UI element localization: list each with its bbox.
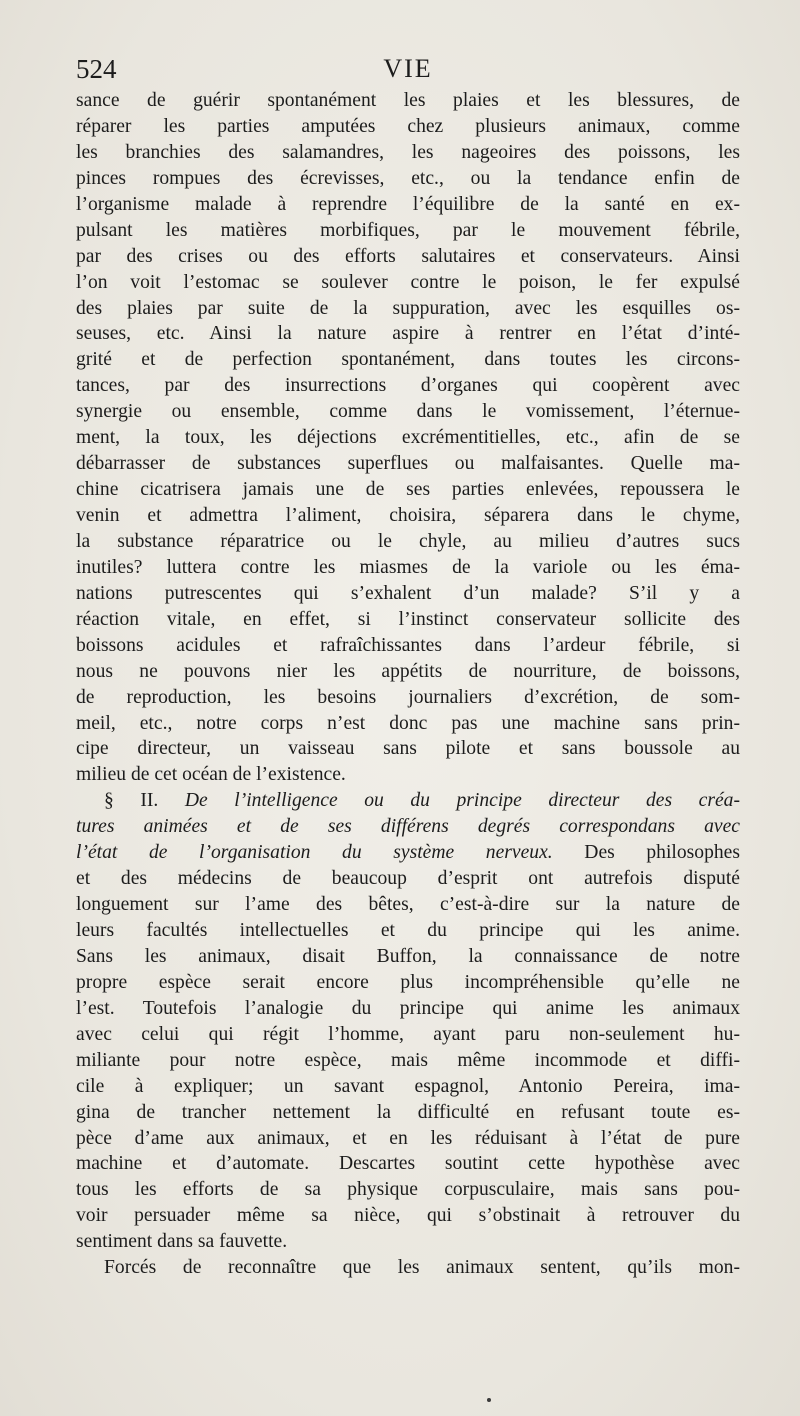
text-line: les branchies des salamandres, les nageoires des poissons, les <box>76 141 740 163</box>
text-line: synergie ou ensemble, comme dans le vomissement, l’éternue- <box>76 401 740 423</box>
paragraph-start: Des philosophes <box>584 842 740 864</box>
text-line: l’est. Toutefois l’analogie du principe qui anime les animaux <box>76 997 740 1019</box>
text-line: boissons acidules et rafraîchissantes dans l’ardeur fébrile, si <box>76 634 740 656</box>
text-line: sance de guérir spontanément les plaies et les blessures, de <box>76 90 740 111</box>
text-line: tances, par des insurrections d’organes qui coopèrent avec <box>76 375 740 397</box>
body-text <box>76 88 740 1281</box>
text-line: meil, etc., notre corps n’est donc pas une machine sans prin- <box>76 712 740 734</box>
text-line: gina de trancher nettement la difficulté en refusant toute es- <box>76 1101 740 1123</box>
text-line: voir persuader même sa nièce, qui s’obstinait à retrouver du <box>76 1205 740 1227</box>
text-line: pulsant les matières morbifiques, par le mouvement fébrile, <box>76 219 740 241</box>
text-line: réaction vitale, en effet, si l’instinct conservateur sollicite des <box>76 608 740 630</box>
ink-speck <box>487 1398 491 1402</box>
running-head: VIE <box>383 54 433 83</box>
text-line: tous les efforts de sa physique corpusculaire, mais sans pou- <box>76 1179 740 1201</box>
text-line: la substance réparatrice ou le chyle, au milieu d’autres sucs <box>76 530 740 552</box>
text-line: machine et d’automate. Descartes soutint cette hypothèse avec <box>76 1153 740 1175</box>
section-title-end: l’état de l’organisation du système nerveux. <box>76 842 553 864</box>
text-line: propre espèce serait encore plus incompréhensible qu’elle ne <box>76 971 740 993</box>
section-heading-line <box>76 788 740 814</box>
text-line: longuement sur l’ame des bêtes, c’est-à-dire sur la nature de <box>76 894 740 916</box>
text-line: cile à expliquer; un savant espagnol, Antonio Pereira, ima- <box>76 1075 740 1097</box>
text-line: nous ne pouvons nier les appétits de nourriture, de boissons, <box>76 660 740 682</box>
section-title-continued: tures animées et de ses différens degrés correspondans avec <box>76 816 740 838</box>
text-line: chine cicatrisera jamais une de ses parties enlevées, repoussera le <box>76 479 740 501</box>
text-line: venin et admettra l’aliment, choisira, séparera dans le chyme, <box>76 505 740 526</box>
text-line: cipe directeur, un vaisseau sans pilote et sans boussole au <box>76 738 740 760</box>
text-line: grité et de perfection spontanément, dans toutes les circons- <box>76 349 740 371</box>
text-line: seuses, etc. Ainsi la nature aspire à rentrer en l’état d’inté- <box>76 323 740 345</box>
text-line: débarrasser de substances superflues ou malfaisantes. Quelle ma- <box>76 453 740 475</box>
paragraph-end-line: sentiment dans sa fauvette. <box>76 1231 288 1253</box>
text-line: pinces rompues des écrevisses, etc., ou la tendance enfin de <box>76 167 740 189</box>
section-title: De l’intelligence ou du principe directeur des créa- <box>184 790 740 812</box>
paragraph-end-line: milieu de cet océan de l’existence. <box>76 764 346 786</box>
text-line: leurs facultés intellectuelles et du principe qui les anime. <box>76 920 740 941</box>
text-line: par des crises ou des efforts salutaires et conservateurs. Ainsi <box>76 245 740 267</box>
section-title-end-line <box>76 840 740 866</box>
text-line: pèce d’ame aux animaux, et en les réduisant à l’état de pure <box>76 1127 740 1149</box>
section-number: § II. <box>104 790 159 812</box>
text-line: des plaies par suite de la suppuration, avec les esquilles os- <box>76 297 740 319</box>
text-line: l’organisme malade à reprendre l’équilibre de la santé en ex- <box>76 193 740 215</box>
catchword-line: Forcés de reconnaître que les animaux sentent, qu’ils mon- <box>104 1257 740 1279</box>
text-line: Sans les animaux, disait Buffon, la connaissance de notre <box>76 945 740 967</box>
text-line: nations putrescentes qui s’exhalent d’un malade? S’il y a <box>76 582 740 604</box>
page-header <box>76 54 740 88</box>
page-number: 524 <box>76 54 117 84</box>
text-line: réparer les parties amputées chez plusieurs animaux, comme <box>76 115 740 137</box>
text-line: l’on voit l’estomac se soulever contre le poison, le fer expulsé <box>76 271 740 293</box>
text-line: ment, la toux, les déjections excrémentitielles, etc., afin de se <box>76 427 740 449</box>
text-line: de reproduction, les besoins journaliers d’excrétion, de som- <box>76 686 740 708</box>
text-line: miliante pour notre espèce, mais même incommode et diffi- <box>76 1049 740 1071</box>
text-line: inutiles? luttera contre les miasmes de la variole ou les éma- <box>76 556 740 578</box>
text-line: avec celui qui régit l’homme, ayant paru non-seulement hu- <box>76 1023 740 1045</box>
text-line: et des médecins de beaucoup d’esprit ont autrefois disputé <box>76 868 740 890</box>
